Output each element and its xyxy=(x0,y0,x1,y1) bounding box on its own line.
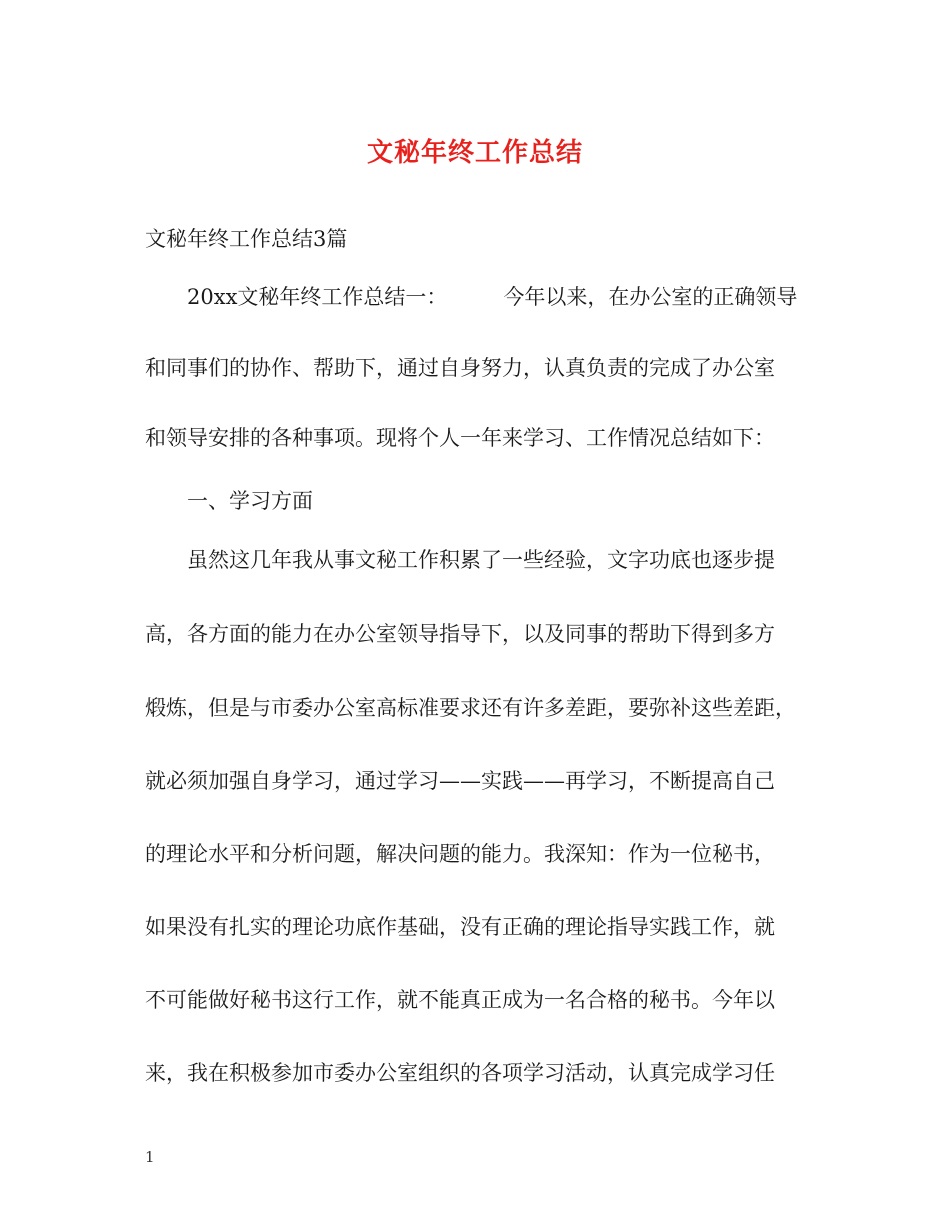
page-number: 1 xyxy=(145,1148,155,1166)
document-title: 文秘年终工作总结 xyxy=(366,138,583,168)
paragraph-line: 虽然这几年我从事文秘工作积累了一些经验，文字功底也逐步提 xyxy=(187,548,775,572)
paragraph-line xyxy=(187,287,797,308)
paragraph-line: 高，各方面的能力在办公室领导指导下，以及同事的帮助下得到多方 xyxy=(145,622,775,646)
paragraph-line: 和领导安排的各种事项。现将个人一年来学习、工作情况总结如下： xyxy=(145,426,775,450)
paragraph-line: 的理论水平和分析问题，解决问题的能力。我深知：作为一位秘书， xyxy=(145,842,775,866)
paragraph-line: 就必须加强自身学习，通过学习——实践——再学习，不断提高自己 xyxy=(145,769,775,793)
section-heading: 一、学习方面 xyxy=(187,489,313,513)
document-subtitle: 文秘年终工作总结3篇 xyxy=(145,227,348,251)
paragraph-line: 和同事们的协作、帮助下，通过自身努力，认真负责的完成了办公室 xyxy=(145,356,775,380)
paragraph-line: 不可能做好秘书这行工作，就不能真正成为一名合格的秘书。今年以 xyxy=(145,988,775,1012)
paragraph-line: 煅炼，但是与市委办公室高标准要求还有许多差距，要弥补这些差距， xyxy=(145,696,796,720)
paragraph-line: 来，我在积极参加市委办公室组织的各项学习活动，认真完成学习任 xyxy=(145,1061,775,1085)
paragraph-text: 今年以来，在办公室的正确领导 xyxy=(503,285,798,309)
section-heading: 20xx文秘年终工作总结一： xyxy=(187,285,448,309)
paragraph-line: 如果没有扎实的理论功底作基础，没有正确的理论指导实践工作，就 xyxy=(145,915,775,939)
